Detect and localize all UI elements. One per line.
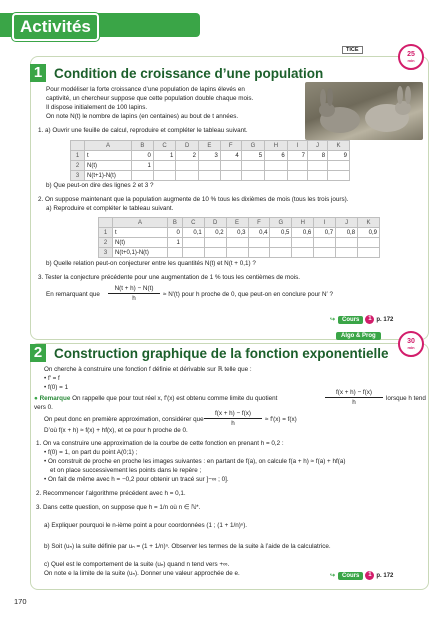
table-cell: 0,5	[270, 228, 292, 238]
intro-line: Il dispose initialement de 100 lapins.	[46, 104, 148, 111]
approx-conclusion: D’où f(x + h) ≈ f(x) + hf(x), et ce pour h proche de 0.	[44, 427, 188, 434]
table-cell: 8	[307, 151, 327, 161]
table-cell: 2	[176, 151, 199, 161]
table-cell	[132, 171, 154, 181]
spreadsheet-table-2	[98, 217, 380, 258]
table-cell	[198, 171, 220, 181]
table-cell: 4	[220, 151, 241, 161]
table-cell: 7	[287, 151, 307, 161]
question-3c-2: On note e la limite de la suite (uₙ). Donner une valeur approchée de e.	[44, 570, 240, 577]
bullet-line: • On construit de proche en proche les images suivantes : en partant de f(a), on calcule f(a + h) ≈ f(a) + hf(a)	[44, 458, 346, 465]
table-cell	[248, 238, 270, 248]
table-cell	[204, 238, 226, 248]
table-cell	[176, 171, 199, 181]
col-header: F	[248, 218, 270, 228]
remark-end-2: vers 0.	[34, 404, 53, 411]
row-header: 3	[99, 248, 113, 258]
table-cell	[287, 171, 307, 181]
question-2: 2. Recommencer l’algorithme précédent avec h = 0,1.	[36, 490, 186, 497]
table-cell: 0,8	[336, 228, 358, 238]
table-cell: N(t)	[85, 161, 132, 171]
table-cell	[182, 248, 204, 258]
bullet-line: • On fait de même avec h = −0,2 pour obtenir un tracé sur ]−∞ ; 0].	[44, 476, 229, 483]
intro-line: captivité, un chercheur suppose que cette population double chaque mois.	[46, 95, 254, 102]
table-cell: 0	[132, 151, 154, 161]
remark-end: lorsque h tend	[386, 395, 426, 402]
table-cell	[153, 161, 176, 171]
algo-prog-badge: Algo & Prog	[336, 332, 381, 340]
timer-unit: min	[407, 345, 415, 350]
page-banner	[0, 0, 435, 46]
table-cell	[198, 161, 220, 171]
table-cell	[265, 171, 288, 181]
table-cell: t	[85, 151, 132, 161]
timer-badge-25	[398, 44, 424, 70]
question-2: 2. On suppose maintenant que la population augmente de 10 % tous les dixièmes de mois (tous les trois jours).	[38, 196, 349, 203]
table-cell	[307, 171, 327, 181]
table-cell	[265, 161, 288, 171]
col-header: H	[292, 218, 314, 228]
cours-number: 1	[365, 571, 374, 580]
timer-badge-30	[398, 331, 424, 357]
activity-2-header	[30, 344, 389, 362]
col-header: E	[198, 141, 220, 151]
table-cell: 0,9	[358, 228, 380, 238]
approx-line: On peut donc en première approximation, considérer que	[44, 416, 204, 423]
table-cell: 5	[241, 151, 264, 161]
row-header: 3	[71, 171, 85, 181]
row-header: 1	[71, 151, 85, 161]
col-header: D	[204, 218, 226, 228]
table-cell	[336, 248, 358, 258]
q3-intro: En remarquant que	[46, 291, 100, 298]
q3-fraction-den: h	[132, 295, 136, 302]
remark-text: On rappelle que pour tout réel x, f′(x) est obtenu comme limite du quotient	[72, 395, 278, 402]
col-header: J	[336, 218, 358, 228]
table-cell	[336, 238, 358, 248]
cours-link-2[interactable]	[330, 571, 393, 580]
col-header: A	[85, 141, 132, 151]
row-header: 2	[99, 238, 113, 248]
question-1: 1. On va construire une approximation de la courbe de cette fonction en prenant h = 0,2 :	[36, 440, 284, 447]
sheet-corner	[71, 141, 85, 151]
table-cell	[287, 161, 307, 171]
table-cell: 1	[153, 151, 176, 161]
table-cell: 0,6	[292, 228, 314, 238]
spreadsheet-table-1	[70, 140, 350, 181]
table-cell	[204, 248, 226, 258]
timer-unit: min	[407, 58, 415, 63]
table-cell	[328, 161, 350, 171]
table-cell: N(t+1)-N(t)	[85, 171, 132, 181]
table-cell: 9	[328, 151, 350, 161]
question-3: 3. Dans cette question, on suppose que h = 1/n où n ∈ ℕ*.	[36, 504, 201, 511]
table-cell	[220, 171, 241, 181]
table-cell	[358, 238, 380, 248]
bullet-line: et on place successivement les points dans le repère ;	[50, 467, 202, 474]
arrow-icon: ↪	[330, 573, 336, 579]
q3-fraction-num: N(t + h) − N(t)	[108, 285, 160, 294]
activity-title: Condition de croissance d’une population	[54, 65, 324, 81]
question-3b: b) Soit (uₙ) la suite définie par uₙ = (1 + 1/n)ⁿ. Observer les termes de la suite à l’aide de la calculatrice.	[44, 543, 331, 550]
table-cell: 1	[168, 238, 183, 248]
cours-page: p. 172	[376, 316, 394, 323]
approx-fraction-den: h	[231, 420, 235, 427]
table-cell	[226, 248, 248, 258]
cours-number: 1	[365, 315, 374, 324]
sheet-corner	[99, 218, 113, 228]
question-1a: 1. a) Ouvrir une feuille de calcul, reproduire et compléter le tableau suivant.	[38, 127, 248, 134]
col-header: C	[182, 218, 204, 228]
col-header: B	[132, 141, 154, 151]
table-cell	[270, 238, 292, 248]
col-header: E	[226, 218, 248, 228]
question-2a: a) Reproduire et compléter le tableau suivant.	[46, 205, 174, 212]
col-header: D	[176, 141, 199, 151]
timer-value: 30	[407, 338, 415, 345]
table-cell: 0	[168, 228, 183, 238]
activity-number: 2	[30, 344, 46, 362]
table-cell: 3	[198, 151, 220, 161]
table-cell	[248, 248, 270, 258]
table-cell: 0,3	[226, 228, 248, 238]
condition-line: • f(0) = 1	[44, 384, 69, 391]
table-cell	[226, 238, 248, 248]
rabbits-photo	[305, 82, 423, 140]
table-cell	[328, 171, 350, 181]
col-header: I	[287, 141, 307, 151]
cours-label: Cours	[338, 572, 363, 580]
table-cell: 6	[265, 151, 288, 161]
page-number: 170	[14, 597, 27, 606]
col-header: F	[220, 141, 241, 151]
question-2b: b) Quelle relation peut-on conjecturer entre les quantités N(t) et N(t + 0,1) ?	[46, 260, 256, 267]
table-cell	[270, 248, 292, 258]
table-cell: N(t)	[113, 238, 168, 248]
q3-conclusion: ≈ N′(t) pour h proche de 0, que peut-on en conclure pour N′ ?	[163, 291, 333, 298]
col-header: G	[241, 141, 264, 151]
col-header: A	[113, 218, 168, 228]
table-cell	[307, 161, 327, 171]
remark-fraction-den: h	[352, 399, 356, 406]
arrow-icon: ↪	[330, 317, 336, 323]
col-header: K	[358, 218, 380, 228]
col-header: G	[270, 218, 292, 228]
remark-icon: ●	[34, 395, 38, 402]
table-cell	[176, 161, 199, 171]
table-cell	[220, 161, 241, 171]
table-cell: t	[113, 228, 168, 238]
table-cell	[292, 248, 314, 258]
cours-link-1[interactable]	[330, 315, 393, 324]
table-cell	[358, 248, 380, 258]
intro-line: On cherche à construire une fonction f définie et dérivable sur ℝ telle que :	[44, 366, 252, 373]
cours-label: Cours	[338, 316, 363, 324]
table-cell: N(t+0,1)-N(t)	[113, 248, 168, 258]
remark-line	[34, 395, 277, 403]
activity-title: Construction graphique de la fonction exponentielle	[54, 345, 389, 361]
col-header: I	[314, 218, 336, 228]
col-header: C	[153, 141, 176, 151]
activity-1-header	[30, 64, 323, 82]
question-1b: b) Que peut-on dire des lignes 2 et 3 ?	[46, 182, 154, 189]
table-cell: 0,4	[248, 228, 270, 238]
table-cell	[241, 171, 264, 181]
cours-page: p. 172	[376, 572, 394, 579]
intro-line: On note N(t) le nombre de lapins (en centaines) au bout de t années.	[46, 113, 239, 120]
row-header: 1	[99, 228, 113, 238]
table-cell	[153, 171, 176, 181]
tice-badge: TICE	[342, 46, 363, 54]
table-cell	[314, 238, 336, 248]
col-header: K	[328, 141, 350, 151]
bullet-line: • f(0) = 1, on part du point A(0;1) ;	[44, 449, 138, 456]
intro-line: Pour modéliser la forte croissance d’une population de lapins élevés en	[46, 86, 245, 93]
table-cell	[292, 238, 314, 248]
remark-fraction-num: f(x + h) − f(x)	[325, 389, 383, 398]
table-cell	[241, 161, 264, 171]
table-cell: 0,1	[182, 228, 204, 238]
table-cell	[168, 248, 183, 258]
row-header: 2	[71, 161, 85, 171]
banner-title: Activités	[12, 13, 99, 41]
col-header: H	[265, 141, 288, 151]
remark-label: Remarque	[39, 395, 71, 402]
activity-number: 1	[30, 64, 46, 82]
condition-line: • f′ = f	[44, 375, 60, 382]
question-3a: a) Expliquer pourquoi le n-ième point a pour coordonnées (1 ; (1 + 1/n)ⁿ).	[44, 522, 248, 529]
approx-fraction-num: f(x + h) − f(x)	[204, 410, 262, 419]
table-cell: 1	[132, 161, 154, 171]
col-header: B	[168, 218, 183, 228]
question-3c: c) Quel est le comportement de la suite (uₙ) quand n tend vers +∞.	[44, 561, 230, 568]
rabbits-illustration	[305, 82, 423, 140]
table-cell: 0,2	[204, 228, 226, 238]
question-3: 3. Tester la conjecture précédente pour une augmentation de 1 % tous les centièmes de mois.	[38, 274, 301, 281]
table-cell	[314, 248, 336, 258]
timer-value: 25	[407, 51, 415, 58]
col-header: J	[307, 141, 327, 151]
approx-end: ≈ f′(x) = f(x)	[265, 416, 297, 423]
table-cell	[182, 238, 204, 248]
table-cell: 0,7	[314, 228, 336, 238]
